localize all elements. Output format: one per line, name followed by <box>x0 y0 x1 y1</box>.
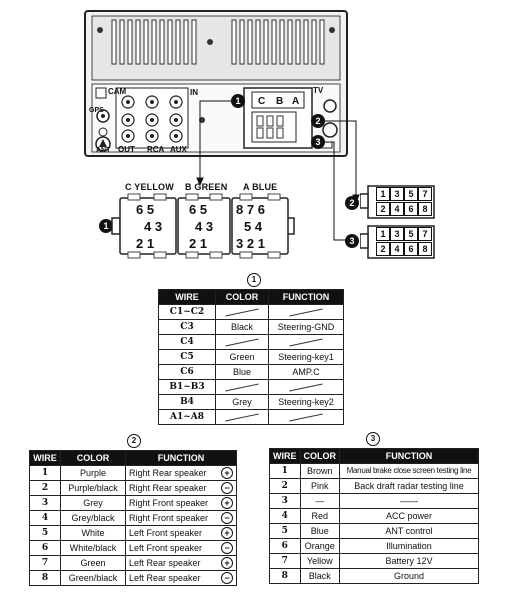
wire-cell: C3 <box>159 320 216 335</box>
function-cell: Ground <box>340 569 479 584</box>
color-cell: Black <box>216 320 269 335</box>
pin: 1 <box>199 236 208 251</box>
pin: 3 <box>390 227 404 241</box>
pin-row <box>136 201 176 218</box>
wire-cell: 1 <box>30 466 61 481</box>
function-cell: Steering-key1 <box>269 350 344 365</box>
function-cell: Illumination <box>340 539 479 554</box>
color-cell: Grey <box>61 496 126 511</box>
empty-slash <box>225 309 258 317</box>
function-cell: —— <box>340 494 479 509</box>
table-row <box>159 365 344 380</box>
in-label: IN <box>190 88 198 97</box>
function-text: Right Front speaker <box>129 498 209 508</box>
color-cell: White/black <box>61 541 126 556</box>
pin: 1 <box>146 236 155 251</box>
pin: 2 <box>376 242 390 256</box>
function-cell <box>269 380 344 395</box>
table-header-row <box>270 449 479 464</box>
function-cell <box>126 466 237 481</box>
wire-cell: C1~C2 <box>159 305 216 320</box>
aux-label: AUX <box>170 145 187 154</box>
empty-slash <box>225 384 258 392</box>
pin-row <box>136 218 176 235</box>
pin-row <box>236 235 286 252</box>
pin: 2 <box>136 236 144 251</box>
connector-b-color: GREEN <box>194 182 228 192</box>
color-cell <box>216 410 269 425</box>
color-cell: Red <box>300 509 340 524</box>
pin: 5 <box>199 202 208 217</box>
table-row <box>30 481 237 496</box>
table-row <box>159 380 344 395</box>
color-cell: Purple <box>61 466 126 481</box>
wire-cell: B1~B3 <box>159 380 216 395</box>
pin: 5 <box>244 219 252 234</box>
function-cell: Battery 12V <box>340 554 479 569</box>
plus-icon: + <box>221 497 233 509</box>
pin-row <box>376 187 436 201</box>
table-row <box>270 569 479 584</box>
color-cell <box>216 380 269 395</box>
table-row <box>159 395 344 410</box>
wire-cell: C6 <box>159 365 216 380</box>
color-cell: Blue <box>216 365 269 380</box>
function-cell <box>126 556 237 571</box>
pin: 6 <box>257 202 265 217</box>
color-cell: Green <box>61 556 126 571</box>
color-cell: Green <box>216 350 269 365</box>
wire-cell: 7 <box>270 554 301 569</box>
color-cell: Pink <box>300 479 340 494</box>
pin-row <box>136 235 176 252</box>
connector-c-color: YELLOW <box>134 182 174 192</box>
wire-cell: A1~A8 <box>159 410 216 425</box>
pin: 3 <box>205 219 214 234</box>
color-cell: Yellow <box>300 554 340 569</box>
empty-slash <box>225 339 258 347</box>
port-a-label: A <box>292 96 300 107</box>
table-row <box>30 556 237 571</box>
plus-icon: + <box>221 467 233 479</box>
color-cell: Green/black <box>61 571 126 586</box>
table-row <box>159 320 344 335</box>
callout-3-connector: 3 <box>345 234 359 248</box>
table-1 <box>158 289 344 425</box>
color-cell <box>216 305 269 320</box>
pin-row <box>189 201 229 218</box>
pin: 8 <box>418 242 432 256</box>
table-row <box>30 541 237 556</box>
pin: 4 <box>144 219 152 234</box>
function-text: Left Rear speaker <box>129 558 201 568</box>
function-cell: ACC power <box>340 509 479 524</box>
connector-a-color: BLUE <box>252 182 278 192</box>
connector-b-letter: B <box>185 182 192 192</box>
function-cell: Manual brake close screen testing line <box>340 464 479 479</box>
color-cell: Brown <box>300 464 340 479</box>
pin: 6 <box>136 202 144 217</box>
header-function: FUNCTION <box>126 451 237 466</box>
connector-c-title <box>125 182 174 192</box>
table-2 <box>29 450 237 586</box>
callout-2-panel: 2 <box>311 114 325 128</box>
table-header-row <box>159 290 344 305</box>
header-function: FUNCTION <box>340 449 479 464</box>
table-row <box>30 496 237 511</box>
connector-3-pins <box>376 227 436 256</box>
empty-slash <box>289 384 322 392</box>
header-wire: WIRE <box>270 449 301 464</box>
pin-row <box>189 235 229 252</box>
wire-cell: 6 <box>30 541 61 556</box>
table-row <box>270 494 479 509</box>
table-row <box>30 466 237 481</box>
empty-slash <box>289 309 322 317</box>
function-text: Left Front speaker <box>129 543 203 553</box>
pin: 7 <box>418 227 432 241</box>
wire-cell: 2 <box>30 481 61 496</box>
function-cell <box>126 571 237 586</box>
function-text: Right Rear speaker <box>129 468 207 478</box>
pin: 1 <box>376 187 390 201</box>
pin: 2 <box>246 236 255 251</box>
wire-cell: 7 <box>30 556 61 571</box>
table-row <box>30 511 237 526</box>
callout-1-connector: 1 <box>99 219 113 233</box>
header-color: COLOR <box>300 449 340 464</box>
out-label: OUT <box>118 145 135 154</box>
pin: 8 <box>236 202 244 217</box>
table-row <box>270 464 479 479</box>
pin: 1 <box>376 227 390 241</box>
rca-label: RCA <box>147 145 165 154</box>
pin-row <box>236 218 286 235</box>
wire-cell: 3 <box>30 496 61 511</box>
wire-cell: B4 <box>159 395 216 410</box>
table-row <box>270 479 479 494</box>
function-cell: ANT control <box>340 524 479 539</box>
wire-cell: 5 <box>270 524 301 539</box>
callout-3-panel: 3 <box>311 135 325 149</box>
wire-cell: C5 <box>159 350 216 365</box>
color-cell: White <box>61 526 126 541</box>
pin: 2 <box>189 236 197 251</box>
table-header-row <box>30 451 237 466</box>
color-cell: — <box>300 494 340 509</box>
function-cell: Steering-key2 <box>269 395 344 410</box>
header-wire: WIRE <box>30 451 61 466</box>
table-row <box>270 554 479 569</box>
color-cell: Grey/black <box>61 511 126 526</box>
wire-cell: 8 <box>270 569 301 584</box>
empty-slash <box>225 414 258 422</box>
wire-cell: C4 <box>159 335 216 350</box>
minus-icon: − <box>221 572 233 584</box>
function-cell <box>126 526 237 541</box>
header-wire: WIRE <box>159 290 216 305</box>
wire-cell: 3 <box>270 494 301 509</box>
port-c-label: C <box>258 96 266 107</box>
wire-cell: 6 <box>270 539 301 554</box>
pin: 4 <box>254 219 263 234</box>
wire-cell: 4 <box>270 509 301 524</box>
wire-cell: 1 <box>270 464 301 479</box>
empty-slash <box>289 414 322 422</box>
pin: 4 <box>390 242 404 256</box>
function-text: Right Front speaker <box>129 513 209 523</box>
function-text: Left Rear speaker <box>129 573 201 583</box>
pin: 2 <box>376 202 390 216</box>
function-text: Right Rear speaker <box>129 483 207 493</box>
table-row <box>270 509 479 524</box>
table-row <box>159 305 344 320</box>
callout-2-connector: 2 <box>345 196 359 210</box>
function-cell <box>269 335 344 350</box>
pin: 4 <box>195 219 203 234</box>
color-cell: Blue <box>300 524 340 539</box>
pin-row <box>376 202 436 216</box>
pin: 4 <box>390 202 404 216</box>
table-row <box>159 335 344 350</box>
function-cell: AMP.C <box>269 365 344 380</box>
table-1-number: 1 <box>247 273 261 287</box>
pin-row <box>376 227 436 241</box>
pin-row <box>236 201 286 218</box>
pin-row <box>376 242 436 256</box>
pin: 5 <box>404 227 418 241</box>
color-cell <box>216 335 269 350</box>
pin: 6 <box>404 242 418 256</box>
wire-cell: 8 <box>30 571 61 586</box>
table-row <box>30 526 237 541</box>
minus-icon: − <box>221 542 233 554</box>
function-cell <box>269 305 344 320</box>
callout-1-panel: 1 <box>231 94 245 108</box>
table-3 <box>269 448 479 584</box>
function-cell: Back draft radar testing line <box>340 479 479 494</box>
pin: 6 <box>189 202 197 217</box>
table-row <box>159 350 344 365</box>
pin: 6 <box>404 202 418 216</box>
function-cell <box>126 541 237 556</box>
connector-a-title <box>243 182 277 192</box>
connector-b-pins <box>189 201 229 252</box>
cam-label: CAM <box>108 87 127 96</box>
ant-label: ANT <box>96 147 111 154</box>
pin: 3 <box>236 236 244 251</box>
wire-cell: 4 <box>30 511 61 526</box>
connector-b-title <box>185 182 227 192</box>
wire-cell: 5 <box>30 526 61 541</box>
wire-cell: 2 <box>270 479 301 494</box>
function-text: Left Front speaker <box>129 528 203 538</box>
minus-icon: − <box>221 482 233 494</box>
gps-label: GPS <box>89 107 104 114</box>
header-color: COLOR <box>216 290 269 305</box>
function-cell <box>126 511 237 526</box>
pin: 7 <box>418 187 432 201</box>
pin: 3 <box>390 187 404 201</box>
pin: 5 <box>146 202 155 217</box>
port-b-label: B <box>276 96 284 107</box>
connector-c-pins <box>136 201 176 252</box>
minus-icon: − <box>221 512 233 524</box>
color-cell: Purple/black <box>61 481 126 496</box>
header-color: COLOR <box>61 451 126 466</box>
connector-a-pins <box>236 201 286 252</box>
pin: 5 <box>404 187 418 201</box>
table-2-number: 2 <box>127 434 141 448</box>
table-3-number: 3 <box>366 432 380 446</box>
table-row <box>159 410 344 425</box>
header-function: FUNCTION <box>269 290 344 305</box>
pin: 3 <box>154 219 163 234</box>
color-cell: Orange <box>300 539 340 554</box>
connector-2-pins <box>376 187 436 216</box>
pin: 1 <box>257 236 265 251</box>
color-cell: Grey <box>216 395 269 410</box>
color-cell: Black <box>300 569 340 584</box>
table-row <box>270 539 479 554</box>
plus-icon: + <box>221 527 233 539</box>
pin: 7 <box>246 202 255 217</box>
empty-slash <box>289 339 322 347</box>
tv-label: TV <box>313 86 324 95</box>
function-cell: Steering-GND <box>269 320 344 335</box>
plus-icon: + <box>221 557 233 569</box>
pin-row <box>189 218 229 235</box>
connector-c-letter: C <box>125 182 132 192</box>
connector-a-letter: A <box>243 182 250 192</box>
function-cell <box>269 410 344 425</box>
table-row <box>30 571 237 586</box>
function-cell <box>126 496 237 511</box>
function-cell <box>126 481 237 496</box>
table-row <box>270 524 479 539</box>
pin: 8 <box>418 202 432 216</box>
